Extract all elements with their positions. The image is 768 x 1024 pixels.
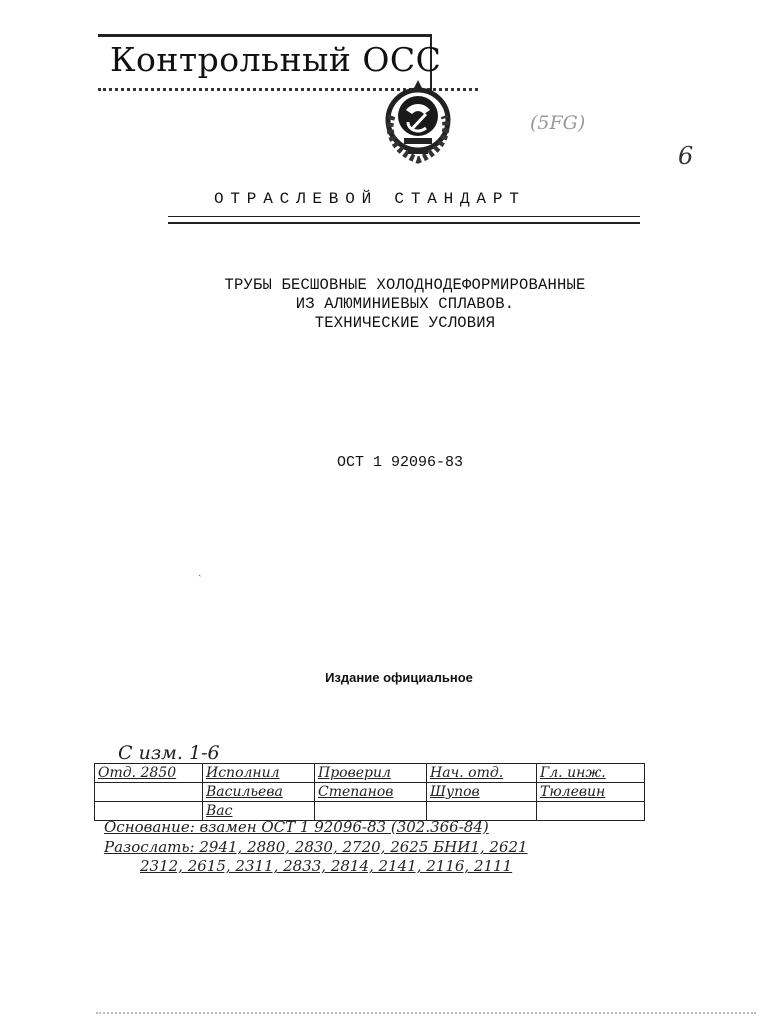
- distribution-note: Разослать: 2941, 2880, 2830, 2720, 2625 БНИ1, 2621: [104, 838, 528, 856]
- approval-table: [94, 763, 645, 821]
- table-cell: Васильева: [203, 783, 315, 802]
- table-cell: Тюлевин: [537, 783, 645, 802]
- table-cell: Отд. 2850: [95, 764, 203, 783]
- changes-note: С изм. 1-6: [118, 742, 220, 764]
- title-line: ТЕХНИЧЕСКИЕ УСЛОВИЯ: [314, 314, 496, 332]
- corner-note: (5FG): [530, 112, 586, 134]
- corner-number: 6: [678, 142, 694, 170]
- table-cell: Проверил: [315, 764, 427, 783]
- table-cell: Степанов: [315, 783, 427, 802]
- table-cell: [537, 802, 645, 821]
- basis-note: Основание: взамен ОСТ 1 92096-83 (302.366-84): [104, 818, 489, 836]
- bottom-scan-dots: [96, 1012, 756, 1014]
- state-emblem-icon: [378, 72, 458, 168]
- document-title: [100, 276, 710, 333]
- table-cell: Гл. инж.: [537, 764, 645, 783]
- stamp-text: Контрольный ОСС: [110, 40, 442, 79]
- table-cell: Исполнил: [203, 764, 315, 783]
- standard-number: ОСТ 1 92096-83: [336, 454, 464, 471]
- title-line: ИЗ АЛЮМИНИЕВЫХ СПЛАВОВ.: [295, 295, 515, 313]
- table-cell: Нач. отд.: [427, 764, 537, 783]
- stray-mark: ˋ: [198, 574, 202, 586]
- table-row: [95, 783, 645, 802]
- distribution-note-cont: 2312, 2615, 2311, 2833, 2814, 2141, 2116, 2111: [140, 857, 513, 875]
- edition-label: Издание официальное: [325, 670, 473, 685]
- header-rule: [168, 216, 640, 217]
- table-cell: Вас: [203, 802, 315, 821]
- document-type-header: ОТРАСЛЕВОЙ СТАНДАРТ: [214, 190, 526, 208]
- table-row: [95, 764, 645, 783]
- header-rule-thick: [168, 222, 640, 224]
- table-cell: [95, 783, 203, 802]
- table-cell: Шупов: [427, 783, 537, 802]
- title-line: ТРУБЫ БЕСШОВНЫЕ ХОЛОДНОДЕФОРМИРОВАННЫЕ: [224, 276, 586, 294]
